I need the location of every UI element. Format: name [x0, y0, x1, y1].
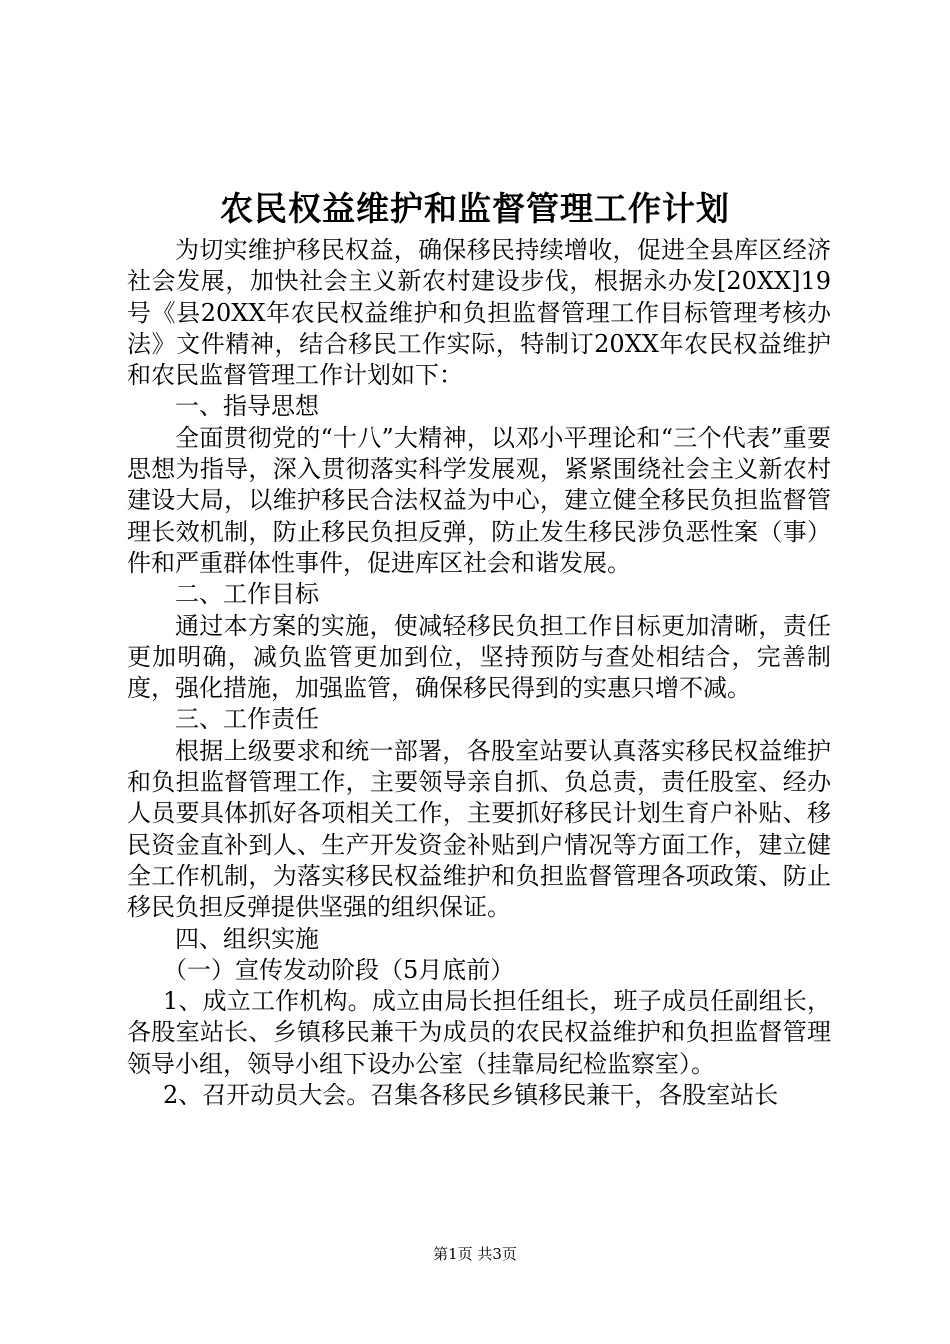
section-heading-organization: 四、组织实施	[175, 924, 319, 953]
item-1-paragraph: 1、成立工作机构。成立由局长担任组长，班子成员任副组长，各股室站长、乡镇移民兼干为成员的农民权益维护和负担监督管理领导小组，领导小组下设办公室（挂靠局纪检监察室）。	[127, 987, 831, 1078]
subsection-heading-publicity-phase: （一）宣传发动阶段（5月底前）	[163, 955, 515, 984]
guiding-ideology-paragraph: 全面贯彻党的“十八”大精神，以邓小平理论和“三个代表”重要思想为指导，深入贯彻落实科学发展观，紧紧围绕社会主义新农村建设大局，以维护移民合法权益为中心，建立健全移民负担监督管理长效机制，防止移民负担反弹，防止发生移民涉负恶性案（事）件和严重群体性事件，促进库区社会和谐发展。	[127, 423, 831, 577]
work-goals-paragraph: 通过本方案的实施，使减轻移民负担工作目标更加清晰，责任更加明确，减负监管更加到位，坚持预防与查处相结合，完善制度，强化措施，加强监管，确保移民得到的实惠只增不减。	[127, 611, 831, 703]
work-responsibility-paragraph: 根据上级要求和统一部署，各股室站要认真落实移民权益维护和负担监督管理工作，主要领导亲自抓、负总责，责任股室、经办人员要具体抓好各项相关工作，主要抓好移民计划生育户补贴、移民资金直补到人、生产开发资金补贴到户情况等方面工作，建立健全工作机制，为落实移民权益维护和负担监督管理各项政策、防止移民负担反弹提供坚强的组织保证。	[127, 736, 831, 922]
section-heading-work-goals: 二、工作目标	[175, 580, 319, 609]
page-footer: 第1页 共3页	[433, 1245, 517, 1263]
document-body	[127, 235, 831, 1111]
document-title: 农民权益维护和监督管理工作计划	[220, 189, 730, 228]
item-2-paragraph: 2、召开动员大会。召集各移民乡镇移民兼干，各股室站长	[163, 1081, 779, 1110]
section-heading-guiding-ideology: 一、指导思想	[175, 392, 319, 421]
intro-paragraph: 为切实维护移民权益，确保移民持续增收，促进全县库区经济社会发展，加快社会主义新农村建设步伐，根据永办发[20XX]19号《县20XX年农民权益维护和负担监督管理工作目标管理考核办法》文件精神，结合移民工作实际，特制订20XX年农民权益维护和农民监督管理工作计划如下：	[127, 236, 831, 390]
section-heading-work-responsibility: 三、工作责任	[175, 705, 319, 734]
